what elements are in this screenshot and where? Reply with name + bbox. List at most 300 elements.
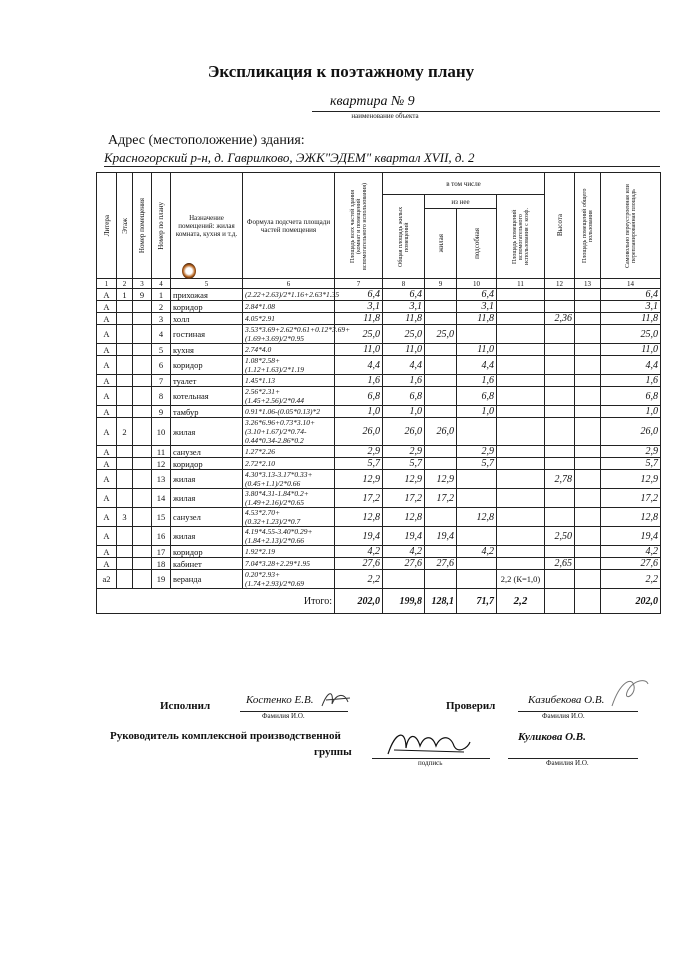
table-cell-lit: А <box>97 558 117 570</box>
table-cell-h <box>545 387 575 406</box>
table-cell-a7: 11,0 <box>335 344 383 356</box>
table-cell-a11 <box>497 470 545 489</box>
table-cell-a10 <box>457 558 497 570</box>
address-label: Адрес (местоположение) здания: <box>108 133 305 148</box>
table-cell-room <box>133 470 152 489</box>
table-cell-a11: 2,2 (К=1,0) <box>497 570 545 589</box>
header-formula: Формула подсчета площади частей помещения <box>243 173 335 279</box>
header-of-which: из нее <box>425 195 497 209</box>
table-cell-a10: 11,8 <box>457 313 497 325</box>
table-cell-a13 <box>575 356 601 375</box>
table-cell-name: холл <box>171 313 243 325</box>
table-cell-a8: 5,7 <box>383 458 425 470</box>
table-cell-no: 16 <box>152 527 171 546</box>
table-cell-a9 <box>425 301 457 313</box>
table-cell-no: 12 <box>152 458 171 470</box>
table-cell-a11 <box>497 508 545 527</box>
table-row <box>97 558 661 570</box>
table-cell-a9 <box>425 458 457 470</box>
checked-label: Проверил <box>446 700 496 712</box>
table-cell-formula: (2.22+2.63)/2*1.16+2.63*1.35 <box>243 289 335 301</box>
table-cell-a9: 19,4 <box>425 527 457 546</box>
table-cell-a7: 12,9 <box>335 470 383 489</box>
table-cell-a7: 19,4 <box>335 527 383 546</box>
table-cell-h <box>545 301 575 313</box>
table-cell-a13 <box>575 313 601 325</box>
table-cell-floor <box>117 458 133 470</box>
table-cell-lit: А <box>97 313 117 325</box>
table-cell-a13 <box>575 458 601 470</box>
table-cell-a13 <box>575 508 601 527</box>
table-cell-formula: 3.80*4.31-1.84*0.2+(1.49+2.16)/2*0.65 <box>243 489 335 508</box>
table-cell-lit: А <box>97 406 117 418</box>
table-cell-a8: 3,1 <box>383 301 425 313</box>
executed-name: Костенко Е.В. <box>246 694 314 706</box>
table-cell-a11 <box>497 375 545 387</box>
table-row <box>97 356 661 375</box>
table-cell-name: котельная <box>171 387 243 406</box>
table-cell-h <box>545 375 575 387</box>
table-cell-a10: 5,7 <box>457 458 497 470</box>
table-cell-a11 <box>497 527 545 546</box>
table-row <box>97 313 661 325</box>
table-row <box>97 387 661 406</box>
table-cell-name: тамбур <box>171 406 243 418</box>
table-cell-a10 <box>457 527 497 546</box>
table-cell-h <box>545 418 575 446</box>
table-cell-a8: 1,0 <box>383 406 425 418</box>
object-name: квартира № 9 <box>330 94 415 109</box>
table-cell-a10 <box>457 418 497 446</box>
table-cell-name: санузел <box>171 508 243 527</box>
table-cell-floor <box>117 470 133 489</box>
table-cell-room: 9 <box>133 289 152 301</box>
table-cell-a11 <box>497 325 545 344</box>
table-cell-lit: А <box>97 527 117 546</box>
table-cell-a8: 11,0 <box>383 344 425 356</box>
table-cell-h <box>545 570 575 589</box>
table-cell-a10: 2,9 <box>457 446 497 458</box>
table-cell-no: 7 <box>152 375 171 387</box>
table-cell-a13 <box>575 325 601 344</box>
head-name: Куликова О.В. <box>518 731 586 743</box>
table-cell-a14: 12,8 <box>601 508 661 527</box>
table-cell-lit: А <box>97 418 117 446</box>
table-cell-room <box>133 418 152 446</box>
table-cell-room <box>133 458 152 470</box>
table-cell-name: коридор <box>171 301 243 313</box>
table-row <box>97 458 661 470</box>
header-height: Высота <box>545 173 575 279</box>
table-row <box>97 570 661 589</box>
table-cell-a7: 3,1 <box>335 301 383 313</box>
table-cell-a9 <box>425 446 457 458</box>
header-plan-no: Номер по плану <box>152 173 171 279</box>
table-cell-a11 <box>497 558 545 570</box>
executed-caption: Фамилия И.О. <box>262 712 305 720</box>
table-cell-a11 <box>497 356 545 375</box>
table-cell-a10: 3,1 <box>457 301 497 313</box>
header-floor: Этаж <box>117 173 133 279</box>
table-cell-floor <box>117 527 133 546</box>
table-cell-floor <box>117 344 133 356</box>
table-cell-a14: 4,4 <box>601 356 661 375</box>
table-cell-a13 <box>575 546 601 558</box>
table-cell-floor <box>117 558 133 570</box>
table-cell-name: гостиная <box>171 325 243 344</box>
table-cell-no: 8 <box>152 387 171 406</box>
table-cell-a14: 6,4 <box>601 289 661 301</box>
table-row <box>97 508 661 527</box>
table-cell-name: жилая <box>171 470 243 489</box>
table-cell-name: жилая <box>171 418 243 446</box>
header-in-total: в том числе <box>383 173 545 195</box>
table-cell-a11 <box>497 458 545 470</box>
table-row <box>97 289 661 301</box>
table-row <box>97 527 661 546</box>
table-cell-a7: 1,6 <box>335 375 383 387</box>
table-cell-lit: А <box>97 446 117 458</box>
table-cell-floor: 1 <box>117 289 133 301</box>
table-cell-formula: 2.56*2.31+(1.45+2.56)/2*0.44 <box>243 387 335 406</box>
table-cell-a10: 6,8 <box>457 387 497 406</box>
table-cell-a13 <box>575 446 601 458</box>
table-cell-a13 <box>575 418 601 446</box>
table-row <box>97 418 661 446</box>
checked-name: Казибекова О.В. <box>528 694 605 706</box>
table-cell-formula: 7.04*3.28+2.29*1.95 <box>243 558 335 570</box>
head-name-caption: Фамилия И.О. <box>546 759 589 767</box>
table-cell-a11 <box>497 406 545 418</box>
table-cell-lit: А <box>97 546 117 558</box>
table-cell-floor <box>117 489 133 508</box>
table-cell-a14: 11,8 <box>601 313 661 325</box>
table-cell-a10: 1,6 <box>457 375 497 387</box>
table-cell-a9 <box>425 508 457 527</box>
table-cell-name: жилая <box>171 527 243 546</box>
table-cell-no: 18 <box>152 558 171 570</box>
header-auxiliary: подсобная <box>457 209 497 279</box>
table-cell-a8: 12,8 <box>383 508 425 527</box>
table-cell-a10 <box>457 489 497 508</box>
table-cell-a13 <box>575 375 601 387</box>
table-cell-a11 <box>497 313 545 325</box>
table-cell-a7: 5,7 <box>335 458 383 470</box>
header-living: жилая <box>425 209 457 279</box>
table-cell-a10 <box>457 325 497 344</box>
table-cell-formula: 0.91*1.06-(0.05*0.13)*2 <box>243 406 335 418</box>
table-cell-a9 <box>425 387 457 406</box>
column-number-row: 1 2 3 4 5 6 7 8 9 10 11 12 13 14 <box>97 279 661 289</box>
table-cell-a8: 25,0 <box>383 325 425 344</box>
table-cell-lit: А <box>97 289 117 301</box>
table-cell-name: прихожая <box>171 289 243 301</box>
table-cell-room <box>133 508 152 527</box>
table-cell-name: туалет <box>171 375 243 387</box>
table-cell-a8: 6,4 <box>383 289 425 301</box>
table-cell-a10 <box>457 470 497 489</box>
table-cell-a7: 1,0 <box>335 406 383 418</box>
table-cell-a11 <box>497 344 545 356</box>
table-cell-no: 1 <box>152 289 171 301</box>
object-caption: наименование объекта <box>351 112 419 120</box>
table-cell-no: 13 <box>152 470 171 489</box>
checked-signature <box>606 672 652 712</box>
table-cell-a14: 11,0 <box>601 344 661 356</box>
table-cell-a13 <box>575 570 601 589</box>
explication-table <box>96 172 661 614</box>
table-cell-a14: 1,0 <box>601 406 661 418</box>
table-cell-room <box>133 446 152 458</box>
table-cell-a14: 17,2 <box>601 489 661 508</box>
table-cell-a9: 27,6 <box>425 558 457 570</box>
header-purpose: Назначение помещений: жилая комната, кухня и т.д. <box>171 173 243 279</box>
table-row <box>97 325 661 344</box>
table-row <box>97 344 661 356</box>
table-cell-room <box>133 558 152 570</box>
table-cell-a7: 6,4 <box>335 289 383 301</box>
table-cell-a8: 4,2 <box>383 546 425 558</box>
table-cell-room <box>133 527 152 546</box>
table-cell-lit: А <box>97 344 117 356</box>
table-cell-no: 14 <box>152 489 171 508</box>
executed-signature <box>318 686 354 712</box>
table-cell-floor <box>117 387 133 406</box>
table-cell-lit: А <box>97 356 117 375</box>
table-cell-name: кабинет <box>171 558 243 570</box>
table-cell-lit: А <box>97 375 117 387</box>
table-cell-no: 2 <box>152 301 171 313</box>
table-cell-formula: 4.05*2.91 <box>243 313 335 325</box>
table-cell-a8: 17,2 <box>383 489 425 508</box>
table-cell-room <box>133 406 152 418</box>
table-cell-room <box>133 570 152 589</box>
table-cell-a9: 12,9 <box>425 470 457 489</box>
table-cell-a9 <box>425 406 457 418</box>
table-cell-floor <box>117 546 133 558</box>
table-cell-name: коридор <box>171 458 243 470</box>
table-cell-formula: 1.08*2.58+(1.12+1.63)/2*1.19 <box>243 356 335 375</box>
table-cell-lit: А <box>97 387 117 406</box>
table-cell-a13 <box>575 387 601 406</box>
table-row <box>97 375 661 387</box>
executed-label: Исполнил <box>160 700 211 712</box>
table-cell-a14: 19,4 <box>601 527 661 546</box>
signature-caption: подпись <box>418 759 443 767</box>
table-cell-lit: А <box>97 301 117 313</box>
table-cell-no: 6 <box>152 356 171 375</box>
table-cell-floor <box>117 325 133 344</box>
table-cell-a8: 27,6 <box>383 558 425 570</box>
header-total-area: Общая площадь жилых помещений <box>383 195 425 279</box>
table-cell-a10: 12,8 <box>457 508 497 527</box>
table-cell-a9 <box>425 375 457 387</box>
table-cell-floor: 3 <box>117 508 133 527</box>
table-cell-formula: 4.30*3.13-3.17*0.33+(0.45+1.1)/2*0.66 <box>243 470 335 489</box>
table-cell-a14: 25,0 <box>601 325 661 344</box>
table-cell-room <box>133 301 152 313</box>
table-cell-no: 9 <box>152 406 171 418</box>
table-cell-lit: А <box>97 458 117 470</box>
table-cell-a8: 2,9 <box>383 446 425 458</box>
header-self-built: Самовольно переустроенная или перепланированная площадь <box>601 173 661 279</box>
table-cell-floor <box>117 313 133 325</box>
table-cell-room <box>133 325 152 344</box>
table-cell-a10: 1,0 <box>457 406 497 418</box>
table-cell-a13 <box>575 558 601 570</box>
table-cell-floor: 2 <box>117 418 133 446</box>
table-cell-h <box>545 458 575 470</box>
header-litera: Литера <box>97 173 117 279</box>
table-cell-a14: 12,9 <box>601 470 661 489</box>
table-cell-a7: 26,0 <box>335 418 383 446</box>
table-cell-a14: 6,8 <box>601 387 661 406</box>
table-cell-a9: 25,0 <box>425 325 457 344</box>
table-cell-h: 2,78 <box>545 470 575 489</box>
table-cell-a8: 26,0 <box>383 418 425 446</box>
table-cell-a13 <box>575 289 601 301</box>
table-cell-a10: 4,4 <box>457 356 497 375</box>
page-title: Экспликация к поэтажному плану <box>207 62 475 81</box>
table-cell-no: 17 <box>152 546 171 558</box>
table-row <box>97 489 661 508</box>
table-cell-a10 <box>457 570 497 589</box>
table-cell-h <box>545 325 575 344</box>
table-cell-lit: А <box>97 325 117 344</box>
table-cell-h: 2,50 <box>545 527 575 546</box>
head-label: Руководитель комплексной производственной <box>110 730 341 742</box>
table-cell-room <box>133 356 152 375</box>
table-cell-room <box>133 344 152 356</box>
table-cell-a9 <box>425 546 457 558</box>
table-cell-h <box>545 508 575 527</box>
table-cell-a14: 3,1 <box>601 301 661 313</box>
burn-mark <box>182 263 196 279</box>
table-cell-h <box>545 406 575 418</box>
table-cell-a14: 5,7 <box>601 458 661 470</box>
table-cell-a7: 2,9 <box>335 446 383 458</box>
table-cell-floor <box>117 446 133 458</box>
table-cell-a8: 6,8 <box>383 387 425 406</box>
table-cell-a10: 4,2 <box>457 546 497 558</box>
table-cell-name: веранда <box>171 570 243 589</box>
table-cell-room <box>133 387 152 406</box>
table-cell-a8: 12,9 <box>383 470 425 489</box>
table-cell-a9 <box>425 356 457 375</box>
table-cell-a13 <box>575 527 601 546</box>
table-cell-a8: 4,4 <box>383 356 425 375</box>
total-row: Итого: 202,0 199,8 128,1 71,7 2,2 202,0 <box>97 589 661 614</box>
table-cell-h: 2,65 <box>545 558 575 570</box>
group-label: группы <box>314 746 352 758</box>
table-cell-a14: 2,9 <box>601 446 661 458</box>
table-cell-a13 <box>575 344 601 356</box>
table-cell-a7: 25,0 <box>335 325 383 344</box>
table-cell-name: коридор <box>171 356 243 375</box>
table-cell-formula: 2.72*2.10 <box>243 458 335 470</box>
table-cell-a9 <box>425 289 457 301</box>
table-cell-floor <box>117 356 133 375</box>
table-cell-a9 <box>425 344 457 356</box>
table-cell-formula: 0.20*2.93+(1.74+2.93)/2*0.69 <box>243 570 335 589</box>
header-aux-coef: Площадь помещений вспомогательного использования с коэф. <box>497 195 545 279</box>
table-cell-no: 10 <box>152 418 171 446</box>
table-cell-lit: А <box>97 508 117 527</box>
table-cell-a11 <box>497 489 545 508</box>
table-cell-a10: 6,4 <box>457 289 497 301</box>
table-cell-a14: 26,0 <box>601 418 661 446</box>
table-cell-a9: 26,0 <box>425 418 457 446</box>
table-cell-lit: а2 <box>97 570 117 589</box>
table-cell-formula: 3.53*3.69+2.62*0.61+0.12*3.69+(1.69+3.69)/2*0.95 <box>243 325 335 344</box>
table-cell-a7: 12,8 <box>335 508 383 527</box>
table-cell-room <box>133 489 152 508</box>
table-cell-a8: 19,4 <box>383 527 425 546</box>
table-cell-a11 <box>497 546 545 558</box>
table-cell-room <box>133 375 152 387</box>
table-row <box>97 470 661 489</box>
table-cell-lit: А <box>97 489 117 508</box>
header-room-no: Номер помещения <box>133 173 152 279</box>
table-cell-a11 <box>497 418 545 446</box>
table-cell-a14: 2,2 <box>601 570 661 589</box>
table-cell-name: кухня <box>171 344 243 356</box>
table-cell-no: 19 <box>152 570 171 589</box>
table-cell-a7: 4,4 <box>335 356 383 375</box>
table-cell-a14: 27,6 <box>601 558 661 570</box>
table-cell-formula: 1.27*2.26 <box>243 446 335 458</box>
table-cell-a14: 1,6 <box>601 375 661 387</box>
table-cell-a13 <box>575 406 601 418</box>
table-cell-a8: 11,8 <box>383 313 425 325</box>
table-cell-a11 <box>497 387 545 406</box>
header-area-all: Площадь всех частей здания (комнат и помещений вспомогательного использования) <box>335 173 383 279</box>
table-cell-a9: 17,2 <box>425 489 457 508</box>
table-cell-h: 2,36 <box>545 313 575 325</box>
table-cell-a8 <box>383 570 425 589</box>
table-cell-no: 15 <box>152 508 171 527</box>
address-underline <box>104 166 660 167</box>
table-cell-a7: 27,6 <box>335 558 383 570</box>
table-cell-a13 <box>575 470 601 489</box>
table-cell-no: 5 <box>152 344 171 356</box>
table-cell-no: 11 <box>152 446 171 458</box>
table-cell-formula: 4.19*4.55-3.40*0.29+(1.84+2.13)/2*0.66 <box>243 527 335 546</box>
table-cell-a7: 6,8 <box>335 387 383 406</box>
checked-caption: Фамилия И.О. <box>542 712 585 720</box>
table-cell-lit: А <box>97 470 117 489</box>
table-cell-a11 <box>497 301 545 313</box>
table-cell-a11 <box>497 446 545 458</box>
table-cell-a9 <box>425 570 457 589</box>
table-cell-room <box>133 313 152 325</box>
table-cell-name: санузел <box>171 446 243 458</box>
table-cell-a7: 17,2 <box>335 489 383 508</box>
table-cell-floor <box>117 406 133 418</box>
table-cell-formula: 4.53*2.70+(0.32+1.23)/2*0.7 <box>243 508 335 527</box>
table-cell-a13 <box>575 301 601 313</box>
table-cell-h <box>545 344 575 356</box>
table-row <box>97 406 661 418</box>
table-cell-a8: 1,6 <box>383 375 425 387</box>
table-cell-a7: 4,2 <box>335 546 383 558</box>
table-cell-a10: 11,0 <box>457 344 497 356</box>
table-cell-h <box>545 446 575 458</box>
table-cell-formula: 3.26*6.96+0.73*3.10+(3.10+1.67)/2*0.74-0.44*0.34-2.86*0.2 <box>243 418 335 446</box>
table-cell-formula: 2.84*1.08 <box>243 301 335 313</box>
table-cell-formula: 1.45*1.13 <box>243 375 335 387</box>
table-cell-floor <box>117 570 133 589</box>
